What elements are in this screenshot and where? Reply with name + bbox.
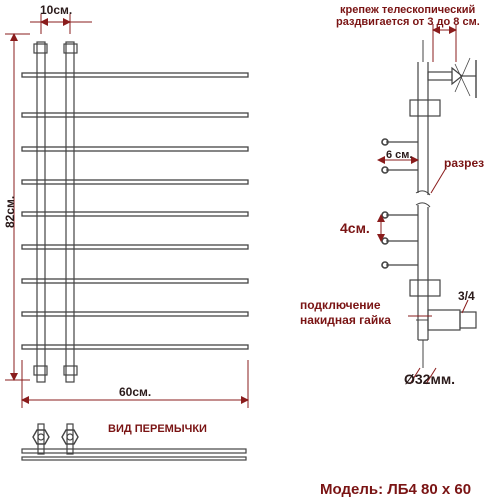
mount-note-line2: раздвигается от 3 до 8 см. <box>336 16 480 28</box>
jumper-rail-bottom <box>22 457 246 460</box>
rail <box>22 73 248 77</box>
connection-line1: подключение <box>300 298 381 312</box>
dim-depth-label: 4см. <box>340 220 370 236</box>
side-tube-upper <box>418 62 428 195</box>
model-label: Модель: ЛБ4 80 x 60 <box>320 481 472 498</box>
nut-left-icon <box>33 430 49 444</box>
rail <box>22 180 248 184</box>
horizontal-rails <box>22 73 248 349</box>
rail <box>22 345 248 349</box>
side-view <box>382 40 476 368</box>
rail <box>22 245 248 249</box>
cut-break <box>416 191 430 207</box>
dim-spacing-label: 6 см. <box>386 149 413 161</box>
connection-line2: накидная гайка <box>300 313 391 327</box>
union-nut <box>460 312 476 328</box>
nut-right-icon <box>62 430 78 444</box>
lower-nut-block <box>410 280 440 296</box>
diameter-label: Ø32мм. <box>404 371 456 387</box>
rail <box>22 147 248 151</box>
rail <box>22 279 248 283</box>
wall-bracket-arm <box>428 72 452 80</box>
mount-note-line1: крепеж телескопический <box>340 4 476 16</box>
rail <box>22 113 248 117</box>
jumper-caption: ВИД ПЕРЕМЫЧКИ <box>108 423 207 435</box>
connection-fitting <box>428 310 460 330</box>
thread-label: 3/4 <box>458 289 475 303</box>
front-view <box>22 42 248 382</box>
upper-nut-block <box>410 100 440 116</box>
cut-label: разрез <box>444 156 485 170</box>
jumper-rail-top <box>22 449 246 453</box>
dim-height-label: 82см. <box>3 195 17 228</box>
dim-width-label: 60см. <box>119 385 152 399</box>
rail <box>22 312 248 316</box>
rail <box>22 212 248 216</box>
dim-top-label: 10см. <box>40 3 73 17</box>
